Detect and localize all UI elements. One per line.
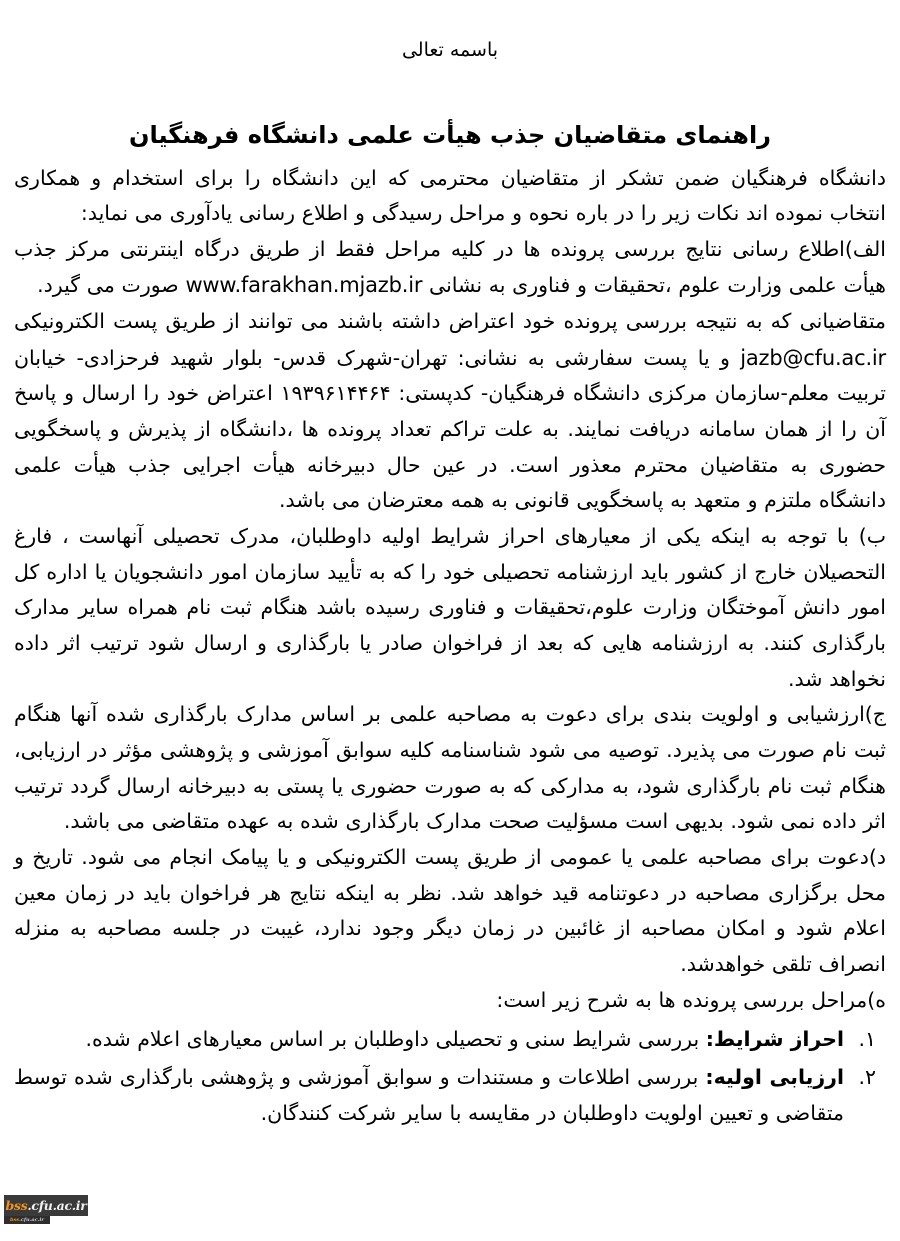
watermark-brand-text: bss: [5, 1198, 28, 1213]
section-he-paragraph: ه)مراحل بررسی پرونده ها به شرح زیر است:: [496, 987, 886, 1012]
review-steps-list: [14, 1022, 878, 1131]
postal-code: ۱۹۳۹۶۱۴۴۶۴: [280, 381, 391, 406]
watermark-brand-text-small: bss: [9, 1217, 20, 1223]
portal-url: www.farakhan.mjazb.ir: [185, 273, 423, 298]
list-item: [14, 1060, 876, 1131]
section-be-paragraph: ب) با توجه به اینکه یکی از معیارهای احراز شرایط اولیه داوطلبان، مدرک تحصیلی آنهاست ، فارغ التحصیلان خارج از کشور باید ارزشنامه تحصیلی خود را که به تأیید سازمان امور دانشجویان یا اداره کل امور دانش آموختگان وزارت علوم،تحقیقات و فناوری رسیده باشد هنگام ثبت نام همراه سایر مدارک بارگذاری کنند. به ارزشنامه هایی که بعد از فراخوان صادر یا بارگذاری و ارسال شود ترتیب اثر داده نخواهد شد.: [14, 524, 886, 691]
step-lead: احراز شرایط:: [705, 1027, 844, 1052]
page-title: راهنمای متقاضیان جذب هیأت علمی دانشگاه فرهنگیان: [129, 120, 771, 149]
objection-text-part1: متقاضیانی که به نتیجه بررسی پرونده خود اعتراض داشته باشند می توانند از طریق پست الکترونیکی: [14, 309, 886, 334]
watermark-secondary-bar: [4, 1216, 50, 1224]
watermark-primary-bar: [4, 1195, 88, 1216]
step-lead: ارزیابی اولیه:: [705, 1064, 844, 1089]
section-jim-paragraph: ج)ارزشیابی و اولویت بندی برای دعوت به مصاحبه علمی بر اساس مدارک بارگذاری شده آنها هنگام ثبت نام صورت می پذیرد. توصیه می شود شناسنامه کلیه سوابق آموزشی و پژوهشی مؤثر در ارزیابی، هنگام ثبت نام بارگذاری شود، به مدارکی که به صورت حضوری یا پستی به دبیرخانه ارسال گردد ترتیب اثر داده نمی شود. بدیهی است مسؤلیت صحت مدارک بارگذاری شده به عهده متقاضی می باشد.: [14, 702, 886, 834]
intro-paragraph: دانشگاه فرهنگیان ضمن تشکر از متقاضیان محترمی که این دانشگاه را برای استخدام و همکاری انتخاب نموده اند نکات زیر را در باره نحوه و مراحل رسیدگی و اطلاع رسانی یادآوری می نماید:: [14, 165, 886, 226]
step-number: ۱.: [858, 1027, 876, 1052]
basmala-heading: باسمه تعالی: [401, 39, 499, 61]
step-number: ۲.: [858, 1064, 876, 1089]
step-text: بررسی اطلاعات و مستندات و سوابق آموزشی و پژوهشی بارگذاری شده توسط متقاضی و تعیین اولویت داوطلبان در مقایسه با سایر شرکت کنندگان.: [14, 1064, 844, 1125]
list-item: [14, 1022, 876, 1058]
section-alef-text-part1: الف)اطلاع رسانی نتایج بررسی پرونده ها در کلیه مراحل فقط از طریق درگاه اینترنتی مرکز جذب هیأت علمی وزارت علوم ،تحقیقات و فناوری به نشانی: [14, 236, 886, 298]
section-alef-text-part2: صورت می گیرد.: [37, 273, 186, 298]
watermark-domain-text: .cfu.ac.ir: [27, 1198, 87, 1213]
step-text: بررسی شرایط سنی و تحصیلی داوطلبان بر اساس معیارهای اعلام شده.: [85, 1027, 706, 1052]
section-alef-paragraph: [14, 232, 886, 304]
contact-email: jazb@cfu.ac.ir: [740, 345, 886, 370]
watermark-domain-text-small: .cfu.ac.ir: [19, 1217, 44, 1223]
site-watermark-logo: [4, 1195, 88, 1225]
section-dal-paragraph: د)دعوت برای مصاحبه علمی یا عمومی از طریق پست الکترونیکی و یا پیامک انجام می شود. تاریخ و محل برگزاری مصاحبه در دعوتنامه قید خواهد شد. نظر به اینکه نتایج هر فراخوان باید در زمان معین اعلام شود و امکان مصاحبه از غائبین در زمان دیگر وجود ندارد، غیبت در جلسه مصاحبه به منزله انصراف تلقی خواهدشد.: [14, 844, 886, 976]
section-objection-paragraph: [14, 304, 886, 519]
objection-text-part3: اعتراض خود را ارسال و پاسخ آن را از همان سامانه دریافت نمایند. به علت تراکم تعداد پرونده ها ،دانشگاه از پذیرش و پاسخگویی حضوری به متقاضیان محترم معذور است. در عین حال دبیرخانه هیأت اجرایی جذب هیأت علمی دانشگاه ملتزم و متعهد به پاسخگویی قانونی به همه معترضان می باشد.: [14, 381, 886, 513]
objection-text-part2: و یا پست سفارشی به نشانی: تهران-شهرک قدس- بلوار شهید فرحزادی- خیابان تربیت معلم-سازمان مرکزی دانشگاه فرهنگیان- کدپستی:: [14, 345, 886, 406]
